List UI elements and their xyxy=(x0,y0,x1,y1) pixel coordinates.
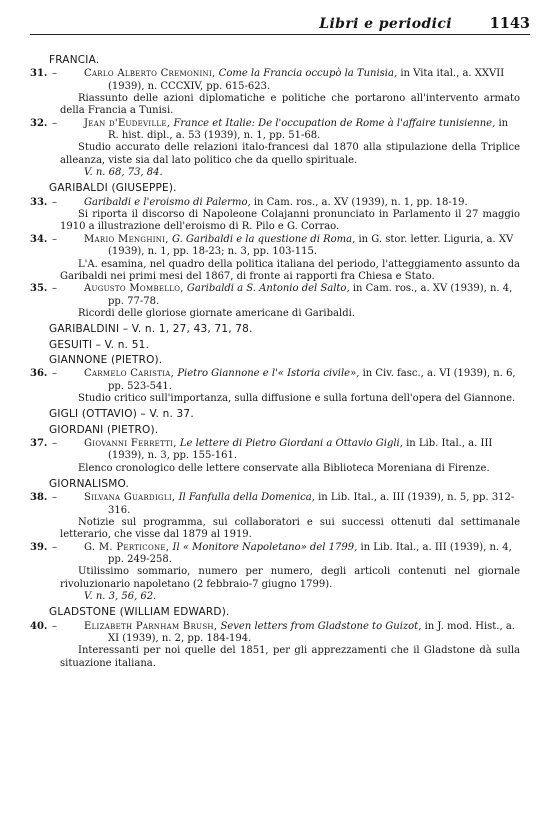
entry-citation xyxy=(60,197,520,209)
entry-author: Augusto Mombello, xyxy=(84,283,184,295)
entry-annotation: Studio critico sull'importanza, sulla diffusione e sulla fortuna dell'opera del Giannone. xyxy=(78,392,516,404)
bibliography-entry xyxy=(30,197,520,234)
entry-citation xyxy=(60,68,520,93)
entry-dash: – xyxy=(52,620,57,632)
entry-number: 33. xyxy=(30,196,48,208)
entry-author: Giovanni Ferretti, xyxy=(84,437,177,449)
section-heading: GARIBALDI (GIUSEPPE). xyxy=(49,182,177,195)
bibliography-entry xyxy=(30,68,520,117)
page-number: 1143 xyxy=(489,15,530,32)
entry-dash: – xyxy=(52,492,57,504)
entry-title: Le lettere di Pietro Giordani a Ottavio Gigli, xyxy=(176,437,403,449)
entry-citation xyxy=(60,492,520,517)
entry-citation xyxy=(60,118,520,143)
entry-cross-reference: V. n. 68, 73, 84. xyxy=(84,167,163,179)
entry-source: in Civ. fasc., a. VI (1939), n. 6, pp. 523-541. xyxy=(108,368,516,392)
section-heading: GLADSTONE (WILLIAM EDWARD). xyxy=(49,606,230,619)
section-heading: GIANNONE (PIETRO). xyxy=(49,353,163,366)
entry-title: Come la Francia occupò la Tunisia, xyxy=(215,68,398,80)
entry-source: in Cam. ros., a. XV (1939), n. 1, pp. 18-19. xyxy=(250,196,468,208)
bibliography-entry xyxy=(30,368,520,405)
entry-citation xyxy=(60,542,520,567)
entry-annotation: Elenco cronologico delle lettere conservate alla Biblioteca Moreniana di Firenze. xyxy=(78,462,490,474)
entry-annotation: Ricordi delle gloriose giornate americane di Garibaldi. xyxy=(78,307,355,319)
entry-dash: – xyxy=(52,368,57,380)
entry-citation xyxy=(60,234,520,259)
entry-title: Garibaldi e l'eroismo di Palermo, xyxy=(84,196,251,208)
entry-source: in Lib. Ital., a. III (1939), n. 4, pp. 249-258. xyxy=(108,541,512,566)
entry-number: 40. xyxy=(30,620,48,632)
bibliography-list xyxy=(30,54,520,670)
section-heading: FRANCIA. xyxy=(49,54,100,66)
entry-author: Mario Menghini, xyxy=(84,233,169,245)
entry-annotation: L'A. esamina, nel quadro della politica italiana del periodo, l'atteggiamento assunto da Garibaldi nei primi mesi del 1867, di fronte ai rapporti fra Chiesa e Stato. xyxy=(60,258,520,282)
entry-dash: – xyxy=(52,233,57,245)
bibliography-entry xyxy=(30,542,520,604)
entry-dash: – xyxy=(52,283,57,295)
entry-source: in J. mod. Hist., a. XI (1939), n. 2, pp. 184-194. xyxy=(108,620,515,645)
entry-author: Jean d'Eudeville, xyxy=(84,117,171,129)
entry-title: Garibaldi a S. Antonio del Salto, xyxy=(183,283,350,295)
entry-number: 34. xyxy=(30,233,48,245)
bibliography-entry xyxy=(30,438,520,475)
entry-number: 36. xyxy=(30,368,48,380)
entry-title: France et Italie: De l'occupation de Rome à l'affaire tunisienne, xyxy=(170,117,496,129)
section-heading: GIORNALISMO. xyxy=(49,478,130,490)
entry-dash: – xyxy=(52,117,57,129)
entry-title: Il Fanfulla della Domenica, xyxy=(175,492,315,504)
entry-dash: – xyxy=(52,68,57,80)
entry-citation xyxy=(60,621,520,646)
entry-number: 31. xyxy=(30,68,48,80)
entry-annotation: Utilissimo sommario, numero per numero, degli articoli contenuti nel giornale rivoluzionario napoletano (2 febbraio-7 giugno 1799). xyxy=(60,566,520,590)
entry-source: in G. stor. letter. Liguria, a. XV (1939), n. 1, pp. 18-23; n. 3, pp. 103-115. xyxy=(108,233,514,258)
bibliography-entry xyxy=(30,283,520,320)
entry-title: Pietro Giannone e l'« Istoria civile», xyxy=(174,368,360,380)
entry-number: 38. xyxy=(30,492,48,504)
entry-source: in R. hist. dipl., a. 53 (1939), n. 1, pp. 51-68. xyxy=(108,117,509,142)
entry-dash: – xyxy=(52,541,57,553)
entry-annotation: Studio accurato delle relazioni italo-francesi dal 1870 alla stipulazione della Triplice alleanza, viste sia dal lato politico che da quello spirituale. xyxy=(60,142,520,166)
entry-annotation: Si riporta il discorso di Napoleone Colajanni pronunciato in Parlamento il 27 maggio 1910 a illustrazione dell'eroismo di R. Pilo e G. Corrao. xyxy=(60,209,520,233)
entry-title: Il « Monitore Napoletano» del 1799, xyxy=(169,541,358,553)
entry-author: Carlo Alberto Cremonini, xyxy=(84,68,216,80)
entry-author: Carmelo Caristia, xyxy=(84,368,175,380)
entry-number: 37. xyxy=(30,437,48,449)
running-header xyxy=(30,0,530,35)
entry-dash: – xyxy=(52,437,57,449)
entry-number: 32. xyxy=(30,117,48,129)
entry-citation xyxy=(60,438,520,463)
entry-annotation: Interessanti per noi quelle del 1851, per gli apprezzamenti che il Gladstone dà sulla situazione italiana. xyxy=(60,645,520,669)
running-title: Libri e periodici xyxy=(319,16,452,32)
section-heading: GIORDANI (PIETRO). xyxy=(49,423,159,436)
entry-source: in Lib. Ital., a. III (1939), n. 5, pp. 312-316. xyxy=(108,492,515,516)
entry-source: in Cam. ros., a. XV (1939), n. 4, pp. 77-78. xyxy=(108,283,513,307)
entry-title: G. Garibaldi e la questione di Roma, xyxy=(168,233,356,245)
entry-author: Elizabeth Parnham Brush, xyxy=(84,620,218,632)
bibliography-entry xyxy=(30,234,520,283)
section-heading: GESUITI – V. n. 51. xyxy=(49,338,149,351)
entry-author: Silvana Guardigli, xyxy=(84,492,176,504)
entry-annotation: Riassunto delle azioni diplomatiche e politiche che portarono all'intervento armato della Francia a Tunisi. xyxy=(60,93,520,117)
entry-annotation: Notizie sul programma, sui collaboratori e sui successi ottenuti dal settimanale letterario, che visse dal 1879 al 1919. xyxy=(60,517,520,541)
entry-citation xyxy=(60,368,520,393)
entry-number: 39. xyxy=(30,541,48,553)
entry-citation xyxy=(60,283,520,308)
entry-title: Seven letters from Gladstone to Guizot, xyxy=(217,620,422,632)
entry-source: in Vita ital., a. XXVII (1939), n. CCCXIV, pp. 615-623. xyxy=(108,68,505,92)
bibliography-entry xyxy=(30,621,520,670)
entry-cross-reference: V. n. 3, 56, 62. xyxy=(84,591,157,603)
bibliography-entry xyxy=(30,118,520,180)
entry-author: G. M. Perticone, xyxy=(84,541,170,553)
entry-number: 35. xyxy=(30,283,48,295)
entry-dash: – xyxy=(52,196,57,208)
section-heading: GIGLI (OTTAVIO) – V. n. 37. xyxy=(49,408,194,421)
bibliography-entry xyxy=(30,492,520,541)
section-heading: GARIBALDINI – V. n. 1, 27, 43, 71, 78. xyxy=(49,323,253,336)
entry-source: in Lib. Ital., a. III (1939), n. 3, pp. 155-161. xyxy=(108,437,493,462)
